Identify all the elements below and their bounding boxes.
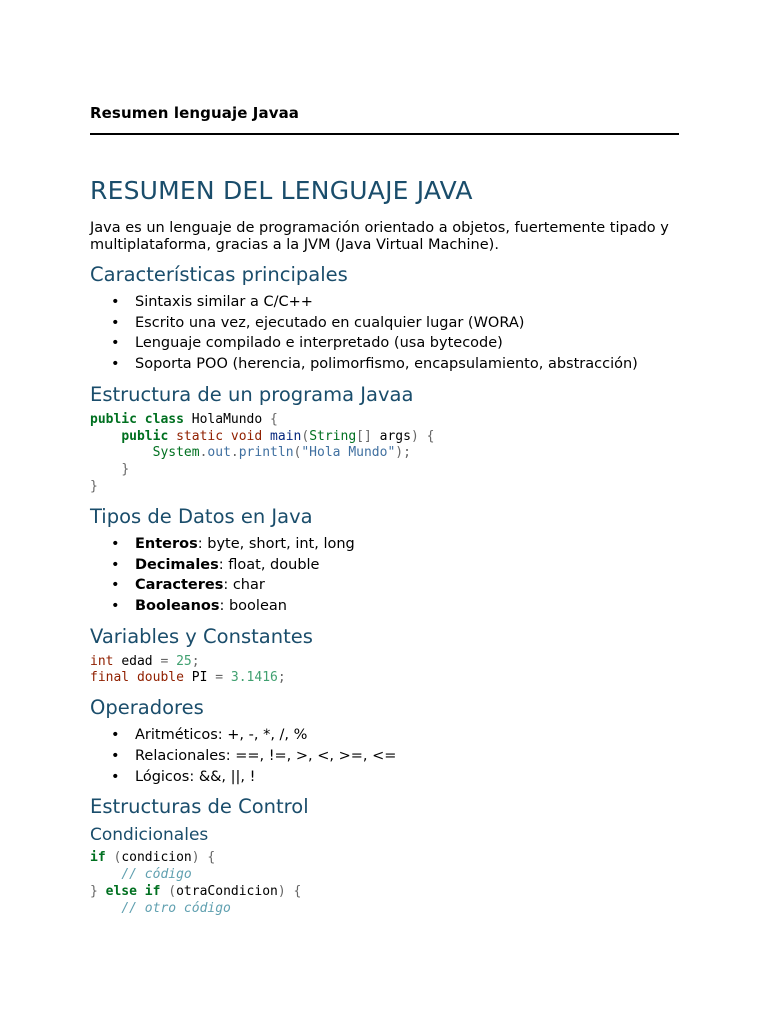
list-item: • Escrito una vez, ejecutado en cualquier lugar (WORA): [90, 313, 690, 334]
running-header: Resumen lenguaje Javaa: [90, 104, 300, 122]
code-block-variables: int edad = 25; final double PI = 3.1416;: [90, 653, 286, 686]
bullet-icon: •: [111, 768, 120, 785]
list-item: • Soporta POO (herencia, polimorfismo, encapsulamiento, abstracción): [90, 354, 690, 375]
heading-caracteristicas: Características principales: [90, 263, 348, 286]
list-caracteristicas: [90, 292, 690, 375]
bullet-icon: •: [111, 356, 120, 373]
code-block-hola-mundo: public class HolaMundo { public static void main(String[] args) { System.out.println("Hola Mundo"); } }: [90, 411, 435, 494]
list-item: • Booleanos: boolean: [90, 596, 690, 617]
heading-tipos-de-datos: Tipos de Datos en Java: [90, 504, 313, 528]
list-item: • Caracteres: char: [90, 575, 690, 596]
list-item: • Enteros: byte, short, int, long: [90, 534, 690, 555]
list-item: • Relacionales: ==, !=, >, <, >=, <=: [90, 746, 690, 767]
bullet-icon: •: [111, 747, 120, 764]
list-item: • Lógicos: &&, ||, !: [90, 767, 690, 788]
bullet-icon: •: [111, 556, 120, 573]
document-title: RESUMEN DEL LENGUAJE JAVA: [90, 176, 473, 205]
header-rule: [90, 133, 679, 135]
heading-variables: Variables y Constantes: [90, 624, 313, 648]
list-operadores: [90, 725, 690, 787]
list-item: • Sintaxis similar a C/C++: [90, 292, 690, 313]
heading-operadores: Operadores: [90, 696, 204, 720]
list-item: • Aritméticos: +, -, *, /, %: [90, 725, 690, 746]
code-block-condicionales: if (condicion) { // código } else if (otraCondicion) { // otro código: [90, 850, 302, 916]
bullet-icon: •: [111, 535, 120, 552]
bullet-icon: •: [111, 727, 120, 744]
intro-paragraph: Java es un lenguaje de programación orientado a objetos, fuertemente tipado y multiplataforma, gracias a la JVM (Java Virtual Machine).: [90, 220, 669, 253]
heading-condicionales: Condicionales: [90, 825, 209, 846]
document-body: [90, 174, 690, 926]
bullet-icon: •: [111, 314, 120, 331]
heading-estructuras-de-control: Estructuras de Control: [90, 795, 309, 819]
bullet-icon: •: [111, 335, 120, 352]
bullet-icon: •: [111, 577, 120, 594]
bullet-icon: •: [111, 597, 120, 614]
list-item: • Decimales: float, double: [90, 555, 690, 576]
list-item: • Lenguaje compilado e interpretado (usa bytecode): [90, 333, 690, 354]
bullet-icon: •: [111, 294, 120, 310]
heading-estructura: Estructura de un programa Javaa: [90, 382, 414, 406]
list-tipos-de-datos: [90, 534, 690, 617]
